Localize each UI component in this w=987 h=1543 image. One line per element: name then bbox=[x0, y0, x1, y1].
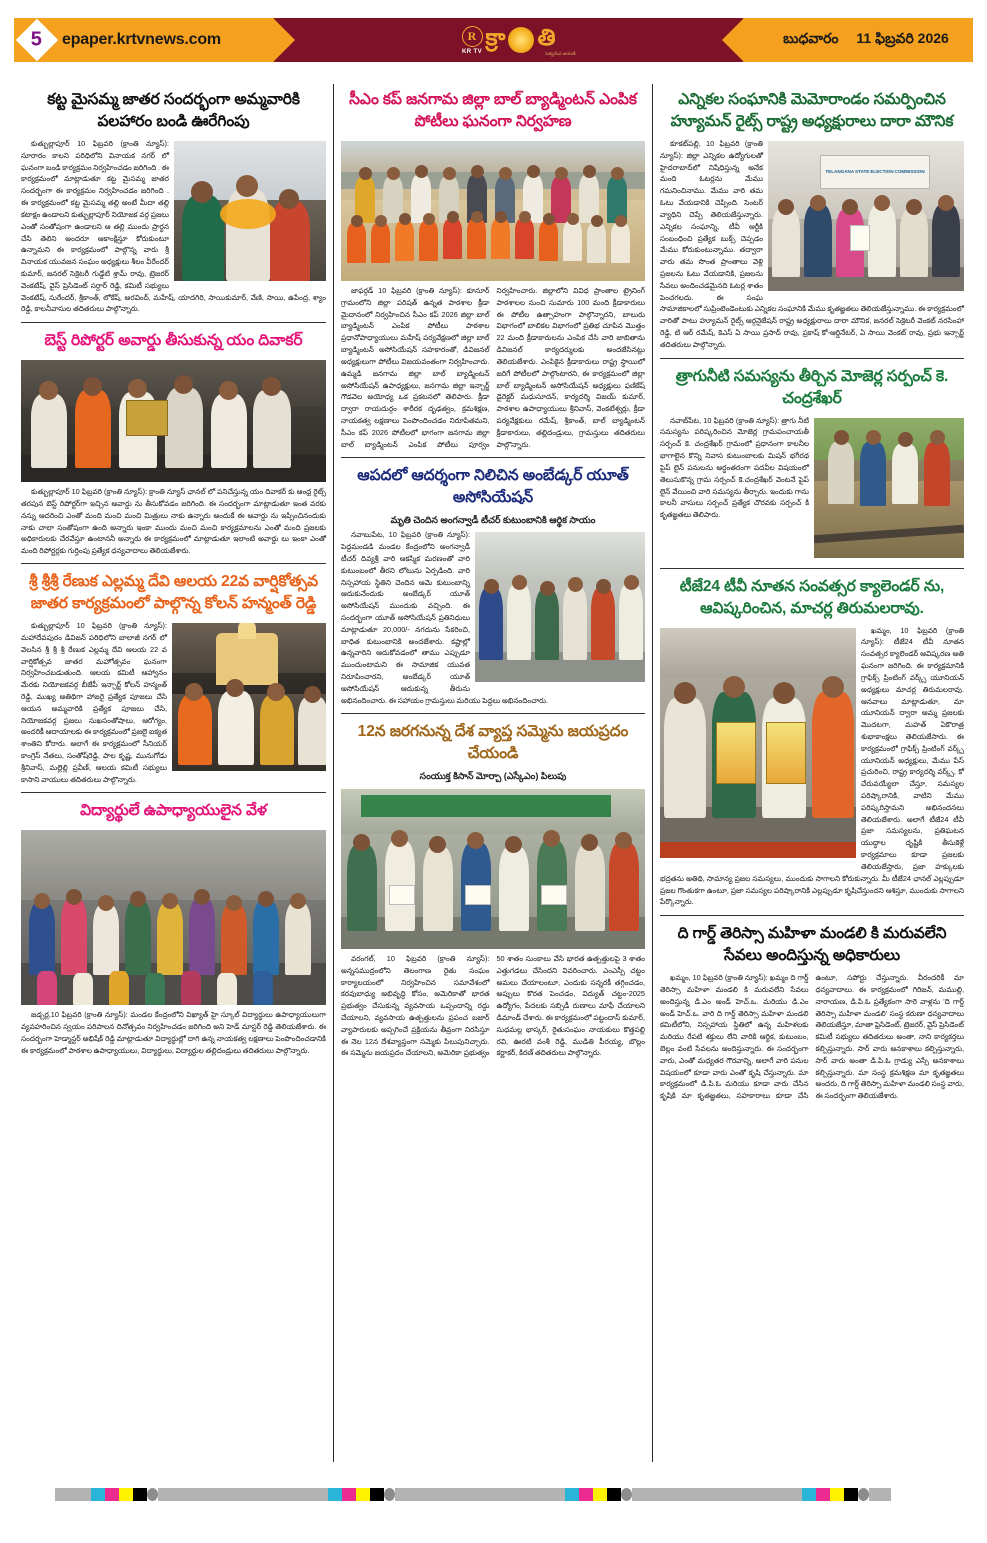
masthead-title-part2: తి bbox=[537, 23, 556, 50]
article-photo-farmers-union bbox=[341, 789, 645, 949]
reg-swatch-magenta bbox=[105, 1488, 119, 1501]
reg-swatch-yellow-3 bbox=[593, 1488, 607, 1501]
section-divider-1 bbox=[21, 322, 326, 323]
newspaper-page bbox=[0, 18, 987, 1543]
headline-the-guard-teresa-mahila-mandali: ది గార్డ్ తెరిస్సా మహిళా మండలి కి మరువలేని సేవలు అందిస్తున్న అధికారులు bbox=[677, 925, 947, 965]
krtv-ring-icon: R bbox=[462, 26, 483, 47]
reg-swatch-cyan-3 bbox=[565, 1488, 579, 1501]
masthead-center bbox=[274, 18, 743, 62]
reg-group-3 bbox=[565, 1488, 802, 1501]
article-text-renuka-ellamma-temple: కుత్బుల్లాపూర్ 10 ఫిబ్రవరి (క్రాంతి న్యూస్): మహాదేవపురం డివిజన్ పరిధిలోని బాలాజీ నగర్ లో వెలసిన శ్రీ శ్రీ శ్రీ రేణుక ఎల్లమ్మ దేవి ఆలయ 22 వ వార్షికోత్సవ జాతర మహోత్సవం ఘనంగా నిర్వహించబడుతుంది. ఆలయ కమిటీ ఆహ్వానం మేరకు నియోజకవర్గ బీజేపీ ఇన్చార్జ్ కోలన్ హన్మంత్ రెడ్డి, ముఖ్య అతిథిగా హాజరై ప్రత్యేక పూజలు చేసి ఆయన అమ్మవారికి ప్రత్యేక పూజలు చేసి, నియోజకవర్గ ప్రజలు సుఖసంతోషాలు, ఆరోగ్యం, అందరికీ ఆదాయాలకు ఈ కార్యక్రమంలో ప్రజలై ఐక్యత శాంతిని కోరారు. అలాగే ఈ కార్యక్రమంలో సీనియర్ కాంగ్రెస్ నేతలు, సంతోష్‌రెడ్డి, పాల కృష్ణ, మునుగోడు శ్రీనివాస్, మల్లెల్లి ప్రవీణ్, ఆలయ కమిటీ సభ్యులు కాసాని వాయులు తదితరులు పాల్గొన్నారు. bbox=[21, 621, 167, 784]
article-text-the-guard-teresa-mahila-mandali: ఖమ్మం, 10 ఫిబ్రవరి (క్రాంతి న్యూస్): ఖమ్మం ది గార్డ్ తెరిస్సా మహిళా మండలి కి మరువలేని సేవలు అందిస్తున్న డి.ఎం అండ్ హెచ్.ఒ. మరియు డి.ఎం అండ్ హెచ్.ఒ. వారి ది గార్డ్ తెరిస్సా మహిళా మండలి కమిటీలోని, నిస్సహాయ స్థితిలో ఉన్న మహిళలకు మరియు రేపటి శక్తులు లేని వారికి ఆర్థిక, కుటుంబం, బెల్లం వంటి సేవలను అందిస్తున్నారు. ఈ సందర్భంగా వారు, ఎంతో మధ్యతర గౌరవాన్ని, అలాగే వారి పనుల విషయంలో కూడా వారు ఎంతో కృషి చేస్తున్నారు. మా కార్యక్రమంలో డి.పి.ఓ మరియు కూడా వారు చేసిన కృషికి మా కృతజ్ఞతలు, సహకారాలు కూడా చేసి ఉంటూ, సపోర్టు చేస్తున్నారు. వీరందరికీ మా ధన్యవాదాలు. ఈ కార్యక్రమంలో గిరిజన్, మముల్లి, నారాయణ, డి.పి.ఓ ప్రత్యేకంగా సారె వాళ్లను 'ది గార్డ్ తెరిస్సా మహిళా మండలి' సంస్థ కరుణా ధన్యవాదాలు తెలియజేస్తూ, మాతా ఫ్రెసిడెంట్, ట్రెజరర్, వైస్ ప్రెసిడెంట్ కమిటీ సభ్యులు తదితరులు అంతా, నాని కార్యకర్తలు కల్పిస్తున్నారు. సార్ వారు అనకాశాలు కల్పిస్తున్నారు, సార్ వారు అంతా డి.పి.ఓ గ్రాడ్యు ఎస్సే అనకాశాలు కల్పిస్తున్నారు. మా సంస్థ క్రమశిక్షణ మా కృతజ్ఞతలు అందరు, ది గార్డ్ తెరిస్సా మహిళా మండలి సంస్థ వారు, ఈ సందర్భంగా తెలియజేశారు. bbox=[660, 973, 964, 1101]
reg-swatch-black-3 bbox=[607, 1488, 621, 1501]
headline-katta-maisamma: కట్ట మైసమ్మ జాతర సందర్భంగా అమ్మవారికి పలహారం బండి ఊరేగింపు bbox=[47, 91, 300, 130]
article-text-nationwide-strike: వరంగల్, 10 ఫిబ్రవరి (క్రాంతి న్యూస్): అన్నసముద్రంలోని తెలంగాణ రైతు సంఘం కార్యాలయంలో నిర్వహించిన సమావేశంలో కరవుబాధ్యు అభివృద్ధి కోసం, అమెరికాతో భారత ప్రభుత్వం చేసుకున్న వ్యవసాయ ఒప్పందాన్ని రద్దు చేయాలని, వ్యవసాయ ఉత్పత్తులను ప్రపంచ బజార్ వ్యాపారులకు అప్పగించే ప్రక్రియను తీవ్రంగా నిరసిస్తూ ఈ నెల 12న దేశవ్యాప్తంగా సమ్మెకు పిలుపునిచ్చారు. ఈ సమ్మెను జయప్రదం చేయాలని, అమెరికా ప్రభుత్వం 50 శాతం సుంకాలు వేసి భారత ఉత్పత్తులపై 3 శాతం ఎత్తుగడలు చేసిందని వివరించారు. ఎంఎస్పీ చట్టం అమలు చేయాలంటూ, ఎందుకు సన్నరకీ తగ్గించడం, అప్పులు కొరత పెంచడం, విద్యుత్ చట్టం-2025 ఉద్యోగం, పేదలకు సబ్సిడీ రుణాలు మాఫీ చేయాలని డిమాండ్ చేశారు. ఈ కార్యక్రమంలో పట్టందాస్ కుమార్, సుధమల్ల భాస్కర్, రైతుసంఘం నాయకులు కొత్తపల్లి రవి, ఊరటి వంశీ రెడ్డి, ముడితి పీరయ్య, బొల్లం కర్ణాకర్, కిరణ్ తదితరులు పాల్గొన్నారు. bbox=[341, 953, 645, 1058]
article-columns bbox=[14, 84, 973, 1462]
subheadline-ambedkar-youth-association: మృతి చెందిన అంగన్వాడీ టీచర్ కుటుంబానికి ఆర్థిక సాయం bbox=[390, 514, 596, 525]
reg-registration-dot-4 bbox=[858, 1488, 869, 1501]
article-body-renuka-ellamma-temple bbox=[21, 620, 326, 786]
reg-swatch-gray-3 bbox=[395, 1488, 565, 1501]
article-photo-youth-group bbox=[475, 532, 645, 682]
article-photo-pipeline-work bbox=[814, 418, 964, 558]
reg-swatch-gray-2 bbox=[158, 1488, 328, 1501]
article-body-tj24-calendar-launch bbox=[660, 625, 964, 910]
article-text-election-commission-memorandum: కూకట్‌పల్లి, 10 ఫిబ్రవరి (క్రాంతి న్యూస్): జిల్లా ఎన్నికల ఉద్యోగులతో హైదరాబాద్‌లో నిషేధిస్తున్న అనేక మంది ఓటర్లను మేము గమనించినాము. మేము వారి తమ ఓటు వేయడానికి చెప్పింది. సెంటర్ వ్యాధిని చెప్పే తెలియజేస్తున్నారు. ఎన్నికల సంఘాన్ని, టీవీ ఆర్టీకి సంబంధించి ప్రత్యేక బుక్స్ చెప్పడం మేము కోరుకుంటున్నాము. తద్వారా వారు తమ సొంత ప్రాంతాలు వెళ్లి ప్రజలను ఓటు వేయడానికి, ప్రజలను సేవలు అందించడమైనది ఓటర్ల శాతం పెంచగలదు. ఈ సంఘ సామాజికాలలో సుప్రింటెండెంటుకు ఎన్నికల సంఘానికి మేము కృతజ్ఞతలు తెలియజేస్తున్నాము. ఈ కార్యక్రమంలో వారితో పాటు హ్యూమన్ రైట్స్ ఆర్గనైజేషన్ రాష్ట్ర అధ్యక్షురాలు దారా మౌనిక, జనరల్ సెక్రెటరీ వెంకట్ నరసింహా రెడ్డి, టి ఆర్ రమేష్, కెఎస్ ఏ సాయి ప్రసాద్ రావు, ప్రకాష్ కో-ఆర్డినేటర్, ఏ సాయి వెంకట్ రావు, ప్రభు ఇన్చార్జ్ తదితరులు పాల్గొన్నారు. bbox=[660, 139, 964, 349]
article-photo-election-commission bbox=[768, 141, 964, 291]
weekday-label: బుధవారం bbox=[783, 30, 839, 46]
section-divider-8 bbox=[660, 915, 964, 916]
article-photo-school-students bbox=[21, 830, 326, 1005]
article-text-katta-maisamma: కుత్బుల్లాపూర్ 10 ఫిబ్రవరి (క్రాంతి న్యూస్): సూరారం కాలని పరిధిలోని వినాయక నగర్ లో ఘనంగా బండి కార్యక్రమం నిర్వహించడం జరిగింది . ఈ కార్యక్రమంలో మాట్లాడుతూ కట్ట మైసమ్మ జాతర సందర్భంగా ఈ కార్యక్రమం నిర్వహించడం జరిగింది . ఈ కార్యక్రమంలో కట్ట మైసమ్మ తల్లి అంటే మీదా తల్లి కటాక్షం ఉండాలని కుత్బుల్లాపూర్ నియోజక వర్గ ప్రజలు ఎంతో సంతోషంగా ఉండాలని ఆ తల్లి ముందు ప్రార్థన చేసి తెలిని అందరూ ఆకాంక్షిస్తూ కోరుకుంటూ ఉన్నామని ఈ కార్యక్రమంలో పాల్గొన్న వారు శ్రీ వినాయక యువజన సంఘం అధ్యక్షులు శీలం వీరేందర్ కుమార్, జనరల్ సెక్రెటరీ గుడ్డేటి శ్రామ్ రావు, ట్రెజరర్ వెంకటేష్, వైస్ ప్రెసిడెంట్ సర్దార్ రెడ్డి, కమిటీ సభ్యులు వెంకటేష్, సురేందర్, శ్రీకాంత్, లోకేష్, అరవింద్, మహేష్, యాదగిరి, సాయికుమార్, వేణి, సాయి, ఉపేంద్ర, శ్యాం రెడ్డి, కాలనీవాసుల తదితరులు పాల్గొన్నారు. bbox=[21, 139, 326, 314]
publication-logo bbox=[434, 18, 584, 62]
article-body-best-reporter-award bbox=[21, 486, 326, 557]
page-number-badge bbox=[16, 19, 58, 61]
masthead-right-panel bbox=[743, 18, 973, 62]
article-body-students-as-teachers bbox=[21, 1009, 326, 1056]
masthead-title-part1: క్రా bbox=[485, 23, 506, 50]
reg-swatch-black-2 bbox=[370, 1488, 384, 1501]
headline-renuka-ellamma-temple: శ్రీ శ్రీశ్రీ రేణుక ఎల్లమ్మ దేవి ఆలయ 22వ వార్షికోత్సవ జాతర కార్యక్రమంలో పాల్గొన్న కోలన్ హన్మంత్ రెడ్డి bbox=[28, 573, 319, 613]
headline-best-reporter-award: బెస్ట్ రిపోర్టర్ అవార్డు తీసుకున్న యం దివాకర్ bbox=[44, 332, 303, 350]
masthead-left-panel bbox=[14, 18, 274, 62]
reg-swatch-cyan-2 bbox=[328, 1488, 342, 1501]
reg-swatch-yellow-4 bbox=[830, 1488, 844, 1501]
headline-drinking-water-sarpanch: త్రాగునీటి సమస్యను తీర్చిన మోజెర్ల సర్పంచ్ కె. చంద్రశేఖర్ bbox=[675, 367, 949, 407]
page-number-text: 5 bbox=[31, 28, 43, 51]
reg-swatch-cyan bbox=[91, 1488, 105, 1501]
reg-registration-dot bbox=[147, 1488, 158, 1501]
headline-ambedkar-youth-association: ఆపదలో ఆదర్శంగా నిలిచిన అంబేడ్కర్ యూత్ అసోసియేషన్ bbox=[357, 466, 629, 506]
article-photo-garland-ceremony bbox=[174, 141, 326, 281]
left-column bbox=[14, 84, 333, 1462]
date-label: 11 ఫిబ్రవరి 2026 bbox=[856, 30, 949, 46]
article-body-ambedkar-youth-association bbox=[341, 529, 645, 707]
article-text-students-as-teachers: జడ్చర్ల,10 ఫిబ్రవరి (క్రాంతి న్యూస్): మండల కేంద్రంలోని విఖ్యాత్ హై స్కూల్ విద్యార్థులు ఉపాధ్యాయులుగా వ్యవహరించిన స్వయం పరిపాలన దినోత్సవం నిర్వహించడం జరిగింది అని హెడ్ మాస్టర్ రెడ్డి తెలియజేశారు. ఈ సందర్భంగా హెడ్మాస్టర్ అభిషేక్ రెడ్డి మాట్లాడుతూ విద్యార్థుల్లో దాగి ఉన్న నాయకత్వ లక్షణాలు పెంపొందించడానికి ఈ కార్యక్రమంలో పాఠశాల ఉపాధ్యాయులు, విద్యార్థులు, విద్యార్థుల తల్లిదండ్రులు తదితరులు పాల్గొన్నారు. bbox=[21, 1010, 326, 1055]
article-body-drinking-water-sarpanch bbox=[660, 415, 964, 562]
section-divider-3 bbox=[21, 792, 326, 793]
article-body-the-guard-teresa-mahila-mandali bbox=[660, 972, 964, 1102]
print-registration-bar bbox=[55, 1488, 935, 1501]
reg-group-2 bbox=[328, 1488, 565, 1501]
epaper-url[interactable]: epaper.krtvnews.com bbox=[62, 31, 221, 48]
reg-swatch-magenta-2 bbox=[342, 1488, 356, 1501]
reg-swatch-yellow-2 bbox=[356, 1488, 370, 1501]
headline-nationwide-strike: 12న జరగనున్న దేశ వ్యాప్త సమ్మెను జయప్రదం చేయండి bbox=[357, 723, 629, 763]
reg-swatch-yellow bbox=[119, 1488, 133, 1501]
reg-group-4 bbox=[802, 1488, 891, 1501]
section-divider-7 bbox=[660, 568, 964, 569]
section-divider-6 bbox=[660, 358, 964, 359]
article-text-drinking-water-sarpanch: నవాబ్‌పేట, 10 ఫిబ్రవరి (క్రాంతి న్యూస్): త్రాగు నీటి సమస్యను పరిష్కరించిన మోజెర్ల గ్రామపంచాయతీ సర్పంచ్ కె. చంద్రశేఖర్ గ్రామంలో ప్రధానంగా కాలనీల భాగాలైన కొన్ని నివాస కుటుంబాలకు మిషన్ భగీరథ పైప్ లైన్ పనులను అర్థంతరంగా పదవీల విషయంలో తెలుసుకొన్న గ్రామ సర్పంచ్ కె.చంద్రశేఖర్ వెంటనే పైప్ లైన్ వేయించి వారి సమస్యను తీర్చారు. ఇందుకు గాను కాలనీ వాసులు సర్పంచ్ ప్రత్యేక చొరవకు సర్పంచ్ కి కృతజ్ఞతలు తెలిపారు. bbox=[660, 415, 809, 520]
headline-tj24-calendar-launch: టీజే24 టీవీ నూతన సంవత్సర క్యాలెండర్ ను, ఆవిష్కరించిన, మాచర్ల తిరుమలరావు. bbox=[679, 577, 945, 617]
article-text-cm-cup-badminton: జాఫర్గడ్ 10 ఫిబ్రవరి (క్రాంతి న్యూస్): కూనూర్ గ్రామంలోని జిల్లా పరిషత్ ఉన్నత పాఠశాల క్రీడా మైదానంలో నిర్వహించిన సీఎం కప్ 2026 జిల్లా బాల్ బ్యాడ్మింటన్ ఎంపిక పోటీలు పాఠశాల ప్రధానోపాధ్యాయులు మహేష్ పర్యవేక్షణలో జిల్లా బాల్ బ్యాడ్మింటన్ అసోసియేషన్ సహకారంతో, డివిజనల్ అధ్యక్షులుగా పోటీలు విజయవంతంగా నిర్వహించారు. ఉమ్మడి జనగామ జిల్లా బాల్ బ్యాడ్మింటన్ అసోసియేషన్ ఉపాధ్యక్షులు, జనగామ జిల్లా ఇన్చార్జ్ గౌడవెల అయోధ్య ఒక ప్రకటనలో తెలిపారు. క్రీడా ద్వారా రాయదుర్గం శారీరక దృఢత్వం, క్రమశిక్షణ, నాయకత్వ లక్షణాలు పెంపొందించడం నిరూపితమని, సీఎం కప్ 2026 పోటీలలో భాగంగా జనగామ జిల్లా బాల్ బ్యాడ్మింటన్ ఎంపిక పోటీలు పూర్వం నిర్వహించారు. జిల్లాలోని వివిధ ప్రాంతాల ట్రైనింగ్ పాఠశాలల నుంచి సుమారు 100 మంది క్రీడాకారులు ఈ పోటీల ఉత్సాహంగా పాల్గొన్నారని, బాలురు విభాగంలో బాలికల విభాగంలో ప్రతిభ చూపిన మొత్తం 22 మంది క్రీడాకారులను ఎంపిక చేసి వారి జాబితాను డివిజనల్ కార్యదర్శులకు అందజేసినట్లు తెలియజేశారు. ఎంపికైన క్రీడాకారులు రాష్ట్ర స్థాయిలో జరిగే పోటీలలో పాల్గొంటారని, ఈ కార్యక్రమంలో జిల్లా బాల్ బ్యాడ్మింటన్ అసోసియేషన్ అధ్యక్షులు ఫణికేష్ డైరెక్టర్ మధుసూదన్, కార్యదర్శి విజయ్ కుమార్, పాఠశాల ఉపాధ్యాయులు శ్రీనివాస్, వెంకటేశ్వర్లు, క్రీడా పర్యవేక్షకులు రమేష్, శ్రీకాంత్, బాల్ బ్యాడ్మింటన్ క్రీడాకారులు, తల్లిదండ్రులు, గ్రామస్తులు తదితరులు పాల్గొన్నారు. bbox=[341, 286, 645, 449]
masthead bbox=[14, 18, 973, 62]
reg-registration-dot-3 bbox=[621, 1488, 632, 1501]
article-photo-award-ceremony bbox=[21, 360, 326, 482]
headline-election-commission-memorandum: ఎన్నికల సంఘానికి మెమోరాండం సమర్పించిన హ్యూమన్ రైట్స్ రాష్ట్ర అధ్యక్షురాలు దారా మౌనిక bbox=[670, 91, 954, 130]
headline-cm-cup-badminton: సీఎం కప్ జనగామ జిల్లా బాల్ బ్యాడ్మింటన్ ఎంపిక పోటీలు ఘనంగా నిర్వహణ bbox=[349, 91, 637, 130]
article-text-ambedkar-youth-association: నవాబుపేట, 10 ఫిబ్రవరి (క్రాంతి న్యూస్): పెద్దమండడి మండల కేంద్రంలోని అంగన్వాడీ టీచర్ దివ్యశ్రీ వారి ఆకస్మిక మరణంతో వారి కుటుంబంలో తీరని లోటును ఏర్పడింది. వారి నిస్సహాయ స్థితిని చెందిన ఆమె కుటుంబాన్ని ఆదుకునేందుకు అంబేడ్కర్ యూత్ అసోసియేషన్ ముందుకు వచ్చింది. ఈ సందర్భంగా యూత్ అసోసియేషన్ ప్రతినిధులు మాట్లాడుతూ 20,000/- నగదును సేకరించి, బాధిత కుటుంబానికి అందజేశారు. కష్టాల్లో ఉన్నవారిని ఆదుకోవడంలో తాము ఎప్పుడూ ముందుంటామని ఈ సామాజిక యువత నిరూపించారని, అంబేడ్కర్ యూత్ అసోసియేషన్ ఆదుకున్న తీరును అభినందించారు. ఈ సహాయం గ్రామస్తులు మరియు పెద్దలు అభినందించారు. bbox=[341, 530, 549, 705]
reg-swatch-gray bbox=[55, 1488, 91, 1501]
article-body-katta-maisamma bbox=[21, 138, 326, 316]
article-body-cm-cup-badminton bbox=[341, 285, 645, 451]
article-text-best-reporter-award: కుత్బుల్లాపూర్ 10 ఫిబ్రవరి (క్రాంతి న్యూస్): క్రాంతి న్యూస్ ఛానల్ లో పనిచేస్తున్న యం దివాకర్ కు ఆంధ్ర రైట్స్ తరపున బెస్ట్ రిపోర్టర్‌గా ఇచ్చిన అవార్డు ను తీసుకోవడం జరిగింది. ఈ సందర్భంగా మాట్లాడుతూ ఇంత వరకు నన్ను ఆదరించి ఎంతో మంది మంచి మంచి మిత్రులు నాకు ఉన్నారు అందుకే ఈ అవార్డు ను ఇప్పించినందుకు నాకు చాలా సంతోషంగా ఉంది అన్నారు ఇంకా ముందు మంచి మంచి కార్యక్రమాలను ఎంతో మంది ప్రజలకు అధికారులకు చేరవేస్తూ ఉంటాననీ అన్నారు ఈ కార్యక్రమంలో మాట్లాడుతూ ఇలాంటి అవార్డు లు ఇంకా ఎంతో మంది రిపోర్టర్లకు గుర్తింపు ప్రత్యేక ధన్యవాదాలు తెలియజేశారు. bbox=[21, 487, 326, 556]
krtv-logo-mark bbox=[462, 26, 483, 55]
article-photo-temple-jatara bbox=[172, 623, 326, 771]
article-body-nationwide-strike bbox=[341, 953, 645, 1060]
right-column bbox=[652, 84, 971, 1462]
article-photo-badminton-team bbox=[341, 141, 645, 281]
article-text-tj24-calendar-launch: ఖమ్మం, 10 ఫిబ్రవరి (క్రాంతి న్యూస్): టీజే24 టీవీ నూతన సంవత్సర క్యాలెండర్ ఆవిష్కరణ అతి ఘనంగా జరిగింది. ఈ కార్యక్రమానికి గ్రాఫిక్స్ ప్రింటింగ్ వర్క్స్ యూనియన్ అధ్యక్షులు మాచర్ల తిరుమలరావు. ఆనవాలు మాట్లాడుతూ, మా యూనియన్ ద్వారా అమ్మ ప్రజలకు మొదటగా, మహత్ ఏకొరాత్ర శుభాకాంక్షలు తెలియజేసారు. ఈ కార్యక్రమంలో గ్రాఫిక్స్ ప్రింటింగ్ వర్క్స్ యూనియన్ అధ్యక్షులు, మేము పేస్ ప్రచురించి, రాష్ట్ర కార్యదర్శి వర్క్స్, కో చేరువయ్యేలా చేస్తూ, సమస్యల పరిష్కారానికి, వాటిని మేము పరిష్కరిస్తామని అభినందనలు తెలియజేశారు. అలాగే టీజే24 టీవీ ప్రజా సమస్యలను, ప్రతిఘటన యుద్ధాల దృష్టికి తీసుకెళ్లే కార్యక్రమాలు కూడా ప్రజలకు తెలియజేస్తారు, ప్రజా హక్కులకు భద్రతను అతిథి, సామాన్య ప్రజల సమస్యలు, ముందుకు సాగాలని కోరుకున్నారు. మీ టీజే24 ఛానల్ ఎల్లప్పుడూ ప్రజల గొంతుకగా ఉంటూ, ప్రజా సమస్యల పరిష్కారానికి ఎల్లప్పుడూ కృషిచేస్తుందని ఆశిస్తూ, ముందుకు సాగాలని పేర్కొన్నారు. bbox=[660, 625, 964, 907]
section-divider-4 bbox=[341, 457, 645, 458]
reg-swatch-black bbox=[133, 1488, 147, 1501]
subheadline-nationwide-strike: సంయుక్త కిసాన్ మోర్చా (ఎస్కేఎం) పిలుపు bbox=[419, 771, 567, 782]
middle-column bbox=[333, 84, 652, 1462]
reg-registration-dot-2 bbox=[384, 1488, 395, 1501]
photo-signboard-text: TELANGANA STATE ELECTION COMMISSION bbox=[825, 169, 925, 175]
reg-group-1 bbox=[55, 1488, 328, 1501]
masthead-tagline: సత్యమేవ జయతే bbox=[545, 51, 576, 56]
reg-swatch-gray-5 bbox=[869, 1488, 891, 1501]
article-body-election-commission-memorandum bbox=[660, 138, 964, 352]
krtv-channel-label: KR TV bbox=[462, 48, 483, 55]
article-photo-calendar-launch bbox=[660, 628, 856, 858]
reg-swatch-cyan-4 bbox=[802, 1488, 816, 1501]
section-divider-5 bbox=[341, 713, 645, 714]
reg-swatch-magenta-3 bbox=[579, 1488, 593, 1501]
reg-swatch-magenta-4 bbox=[816, 1488, 830, 1501]
headline-students-as-teachers: విద్యార్థులే ఉపాధ్యాయులైన వేళ bbox=[80, 802, 267, 820]
sun-icon bbox=[508, 27, 534, 53]
publication-date bbox=[783, 30, 949, 50]
section-divider-2 bbox=[21, 563, 326, 564]
reg-swatch-black-4 bbox=[844, 1488, 858, 1501]
reg-swatch-gray-4 bbox=[632, 1488, 802, 1501]
